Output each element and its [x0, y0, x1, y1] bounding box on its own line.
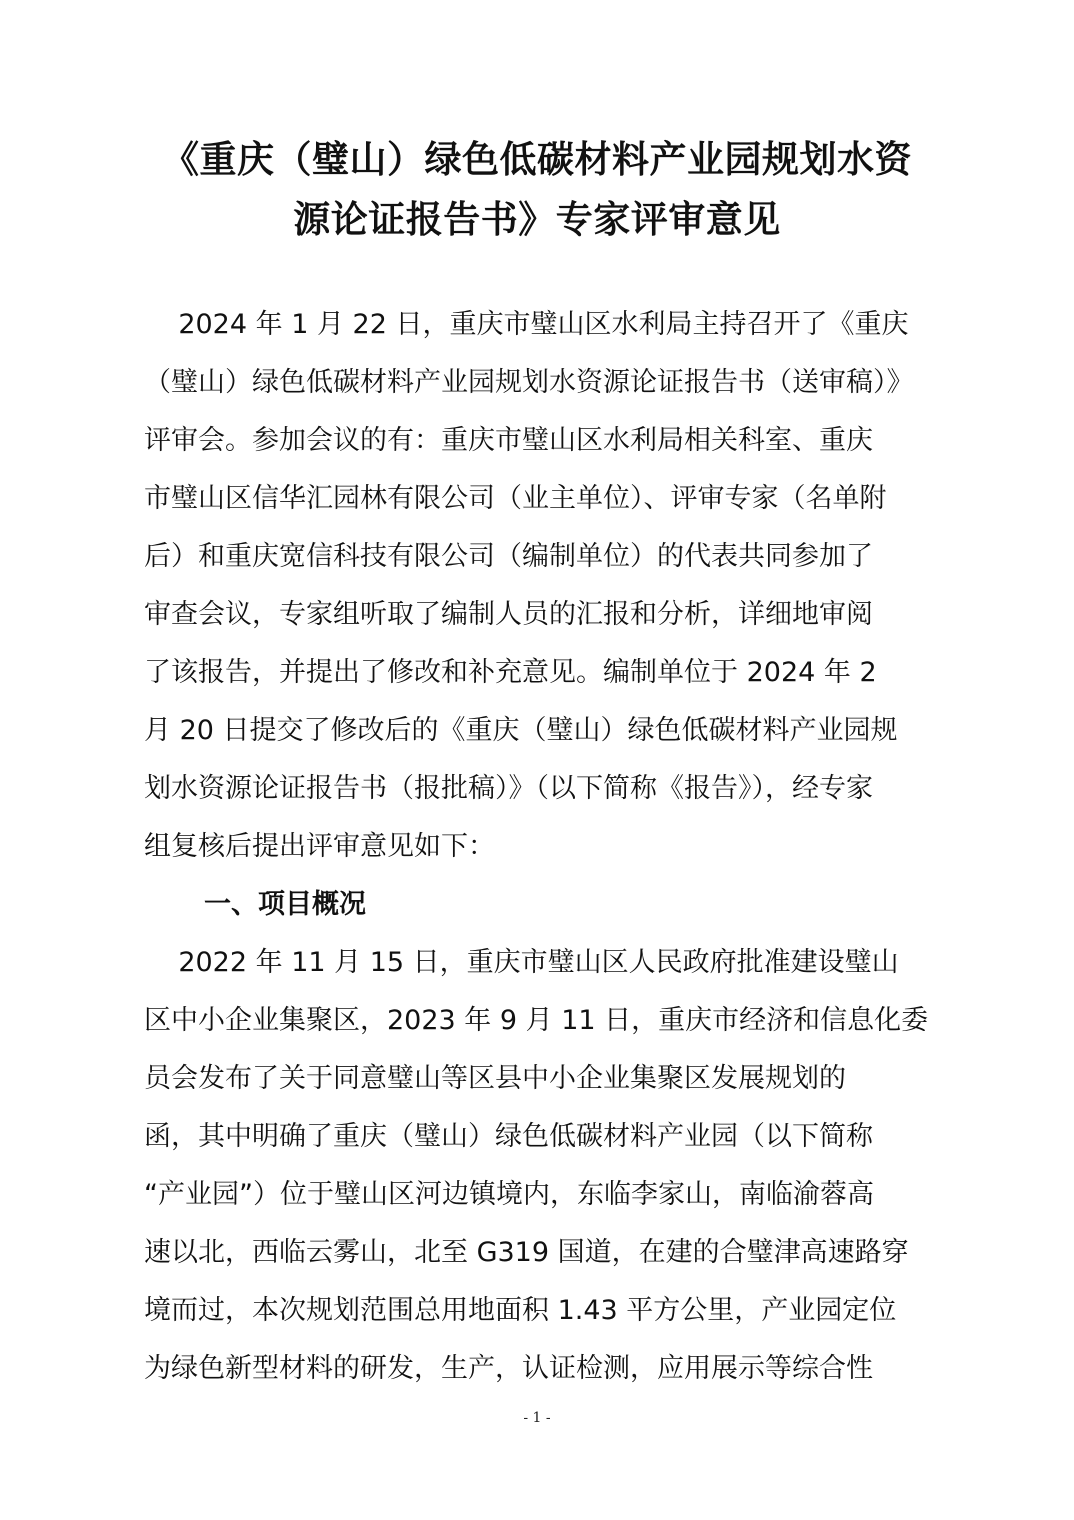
paragraph-line: 评审会。参加会议的有：重庆市璧山区水利局相关科室、重庆: [144, 425, 873, 456]
paragraph-line: 后）和重庆宽信科技有限公司（编制单位）的代表共同参加了: [144, 541, 873, 572]
paragraph-line: 速以北，西临云雾山，北至 G319 国道，在建的合璧津高速路穿: [144, 1237, 909, 1268]
paragraph-line: 了该报告，并提出了修改和补充意见。编制单位于 2024 年 2: [144, 657, 877, 688]
document-title: [100, 130, 974, 250]
paragraph-line: 月 20 日提交了修改后的《重庆（璧山）绿色低碳材料产业园规: [144, 715, 898, 746]
paragraph-line: （璧山）绿色低碳材料产业园规划水资源论证报告书（送审稿）》: [144, 367, 914, 398]
paragraph-line: 审查会议，专家组听取了编制人员的汇报和分析，详细地审阅: [144, 599, 873, 630]
title-line: 《重庆（璧山）绿色低碳材料产业园规划水资: [162, 138, 912, 181]
paragraph-line: 划水资源论证报告书（报批稿）》（以下简称《报告》），经专家: [144, 773, 873, 804]
intro-paragraph: [144, 296, 934, 876]
paragraph-line: 组复核后提出评审意见如下：: [144, 831, 495, 862]
paragraph-line: “产业园”）位于璧山区河边镇境内，东临李家山，南临渝蓉高: [144, 1179, 874, 1210]
section-heading: 一、项目概况: [204, 889, 366, 920]
paragraph-line: 为绿色新型材料的研发，生产，认证检测，应用展示等综合性: [144, 1353, 873, 1384]
page-number: - 1 -: [523, 1410, 551, 1426]
paragraph-line: 区中小企业集聚区，2023 年 9 月 11 日，重庆市经济和信息化委: [144, 1005, 929, 1036]
paragraph-line: 2022 年 11 月 15 日，重庆市璧山区人民政府批准建设璧山: [144, 947, 899, 978]
project-overview-paragraph: [144, 934, 934, 1398]
paragraph-line: 境而过，本次规划范围总用地面积 1.43 平方公里，产业园定位: [144, 1295, 897, 1326]
title-line: 源论证报告书》专家评审意见: [293, 198, 781, 241]
paragraph-line: 员会发布了关于同意璧山等区县中小企业集聚区发展规划的: [144, 1063, 846, 1094]
paragraph-line: 市璧山区信华汇园林有限公司（业主单位）、评审专家（名单附: [144, 483, 887, 514]
paragraph-line: 2024 年 1 月 22 日，重庆市璧山区水利局主持召开了《重庆: [144, 309, 909, 340]
paragraph-line: 函，其中明确了重庆（璧山）绿色低碳材料产业园（以下简称: [144, 1121, 873, 1152]
